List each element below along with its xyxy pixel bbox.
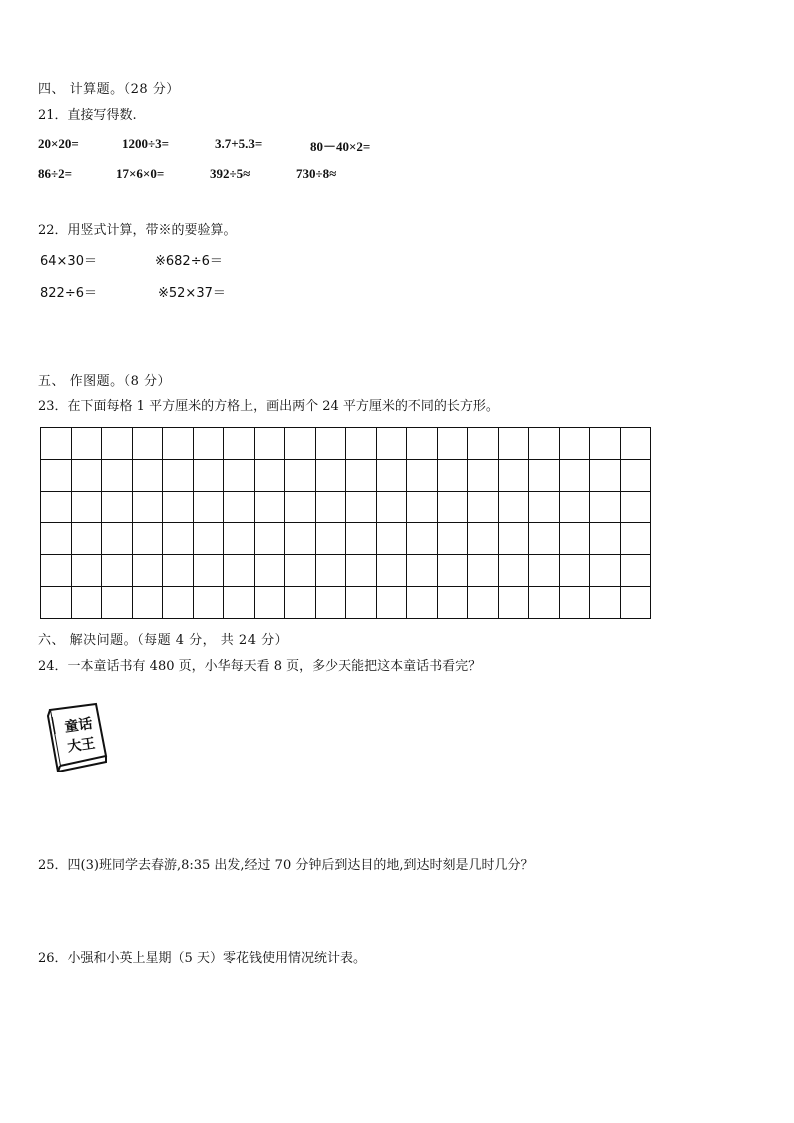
grid-cell [590, 492, 621, 524]
calc-item: 17×6×0= [116, 166, 165, 181]
question-22-title: 22．用竖式计算，带※的要验算。 [38, 223, 237, 238]
grid-cell [41, 587, 72, 619]
grid-cell [346, 555, 377, 587]
grid-cell [133, 555, 164, 587]
grid-cell [255, 460, 286, 492]
grid-cell [102, 587, 133, 619]
grid-cell [468, 555, 499, 587]
vertical-calc-item: 822÷6＝ [40, 286, 97, 301]
grid-cell [285, 460, 316, 492]
section-5-heading: 五、 作图题。（8 分） [38, 374, 172, 389]
grid-cell [438, 492, 469, 524]
grid-cell [41, 555, 72, 587]
calc-item: 392÷5≈ [210, 166, 251, 181]
grid-cell [316, 492, 347, 524]
grid-cell [407, 428, 438, 460]
grid-cell [377, 587, 408, 619]
grid-cell [255, 555, 286, 587]
grid-cell [255, 587, 286, 619]
question-25-title: 25．四(3)班同学去春游,8:35 出发,经过 70 分钟后到达目的地,到达时刻是几时几分？ [38, 858, 534, 873]
grid-cell [438, 587, 469, 619]
book-title-line-1: 童话 [63, 715, 94, 736]
grid-cell [285, 523, 316, 555]
grid-cell [529, 587, 560, 619]
grid-cell [377, 428, 408, 460]
grid-cell [407, 492, 438, 524]
grid-cell [499, 587, 530, 619]
grid-cell [529, 523, 560, 555]
grid-cell [590, 428, 621, 460]
grid-cell [560, 492, 591, 524]
grid-cell [621, 492, 652, 524]
grid-cell [316, 428, 347, 460]
grid-cell [621, 587, 652, 619]
grid-cell [224, 492, 255, 524]
grid-cell [285, 555, 316, 587]
vertical-calc-item: ※682÷6＝ [155, 254, 223, 269]
grid-cell [590, 523, 621, 555]
grid-cell [224, 428, 255, 460]
grid-cell [316, 555, 347, 587]
grid-cell [255, 523, 286, 555]
grid-cell [346, 587, 377, 619]
grid-cell [621, 460, 652, 492]
grid-cell [102, 492, 133, 524]
grid-cell [560, 587, 591, 619]
grid-cell [377, 460, 408, 492]
calc-item: 86÷2= [38, 166, 73, 181]
grid-cell [102, 523, 133, 555]
grid-cell [194, 555, 225, 587]
grid-cell [102, 555, 133, 587]
grid-cell [163, 587, 194, 619]
grid-cell [72, 555, 103, 587]
grid-cell [224, 523, 255, 555]
grid-cell [377, 492, 408, 524]
grid-cell [285, 492, 316, 524]
grid-cell [224, 587, 255, 619]
grid-cell [72, 492, 103, 524]
grid-cell [133, 428, 164, 460]
grid-cell [590, 555, 621, 587]
section-6-heading: 六、 解决问题。（每题 4 分， 共 24 分） [38, 633, 289, 648]
grid-cell [133, 460, 164, 492]
grid-cell [377, 555, 408, 587]
grid-cell [133, 492, 164, 524]
question-21-title: 21．直接写得数. [38, 108, 137, 123]
grid-cell [41, 523, 72, 555]
grid-cell [72, 587, 103, 619]
grid-cell [499, 555, 530, 587]
calc-item: 1200÷3= [122, 136, 170, 151]
grid-cell [529, 555, 560, 587]
grid-cell [499, 523, 530, 555]
grid-cell [285, 587, 316, 619]
grid-cell [346, 523, 377, 555]
grid-cell [41, 428, 72, 460]
section-4-heading: 四、 计算题。（28 分） [38, 82, 180, 97]
grid-cell [438, 428, 469, 460]
grid-cell [468, 460, 499, 492]
grid-cell [163, 428, 194, 460]
grid-cell [590, 460, 621, 492]
grid-cell [102, 428, 133, 460]
grid-cell [499, 492, 530, 524]
grid-cell [224, 460, 255, 492]
grid-cell [346, 428, 377, 460]
grid-cell [224, 555, 255, 587]
grid-cell [621, 555, 652, 587]
grid-cell [194, 587, 225, 619]
grid-cell [72, 460, 103, 492]
grid-cell [316, 587, 347, 619]
vertical-calc-item: 64×30＝ [40, 254, 97, 269]
grid-cell [560, 428, 591, 460]
grid-cell [407, 587, 438, 619]
calc-item: 80－40×2= [310, 139, 371, 154]
grid-cell [621, 523, 652, 555]
grid-cell [255, 492, 286, 524]
grid-cell [194, 460, 225, 492]
grid-cell [590, 587, 621, 619]
question-24-title: 24．一本童话书有 480 页，小华每天看 8 页，多少天能把这本童话书看完？ [38, 659, 482, 674]
grid-cell [407, 555, 438, 587]
grid-cell [468, 492, 499, 524]
grid-cell [560, 523, 591, 555]
grid-cell [194, 428, 225, 460]
calc-item: 730÷8≈ [296, 166, 337, 181]
grid-cell [194, 523, 225, 555]
grid-cell [163, 460, 194, 492]
grid-cell [285, 428, 316, 460]
grid-cell [499, 460, 530, 492]
grid-cell [316, 523, 347, 555]
grid-cell [438, 523, 469, 555]
grid-cell [163, 523, 194, 555]
grid-cell [560, 460, 591, 492]
vertical-calc-item: ※52×37＝ [158, 286, 226, 301]
grid-cell [194, 492, 225, 524]
grid-cell [346, 492, 377, 524]
grid-cell [163, 492, 194, 524]
calc-item: 3.7+5.3= [215, 136, 263, 151]
grid-cell [255, 428, 286, 460]
grid-cell [529, 460, 560, 492]
grid-cell [560, 555, 591, 587]
grid-cell [72, 428, 103, 460]
square-grid [40, 427, 651, 619]
grid-cell [133, 523, 164, 555]
grid-cell [133, 587, 164, 619]
grid-cell [407, 460, 438, 492]
grid-cell [529, 428, 560, 460]
grid-cell [529, 492, 560, 524]
grid-cell [346, 460, 377, 492]
grid-cell [407, 523, 438, 555]
grid-cell [41, 492, 72, 524]
question-26-title: 26．小强和小英上星期（5 天）零花钱使用情况统计表。 [38, 951, 366, 966]
question-23-title: 23．在下面每格 1 平方厘米的方格上，画出两个 24 平方厘米的不同的长方形。 [38, 399, 499, 414]
grid-cell [102, 460, 133, 492]
grid-cell [468, 523, 499, 555]
grid-cell [438, 555, 469, 587]
book-title-line-2: 大王 [66, 735, 97, 756]
grid-cell [438, 460, 469, 492]
grid-cell [316, 460, 347, 492]
grid-cell [468, 428, 499, 460]
calc-item: 20×20= [38, 136, 79, 151]
grid-cell [72, 523, 103, 555]
grid-cell [377, 523, 408, 555]
grid-cell [41, 460, 72, 492]
grid-cell [499, 428, 530, 460]
grid-cell [163, 555, 194, 587]
grid-cell [468, 587, 499, 619]
grid-cell [621, 428, 652, 460]
fairy-tale-book-icon [44, 700, 112, 772]
